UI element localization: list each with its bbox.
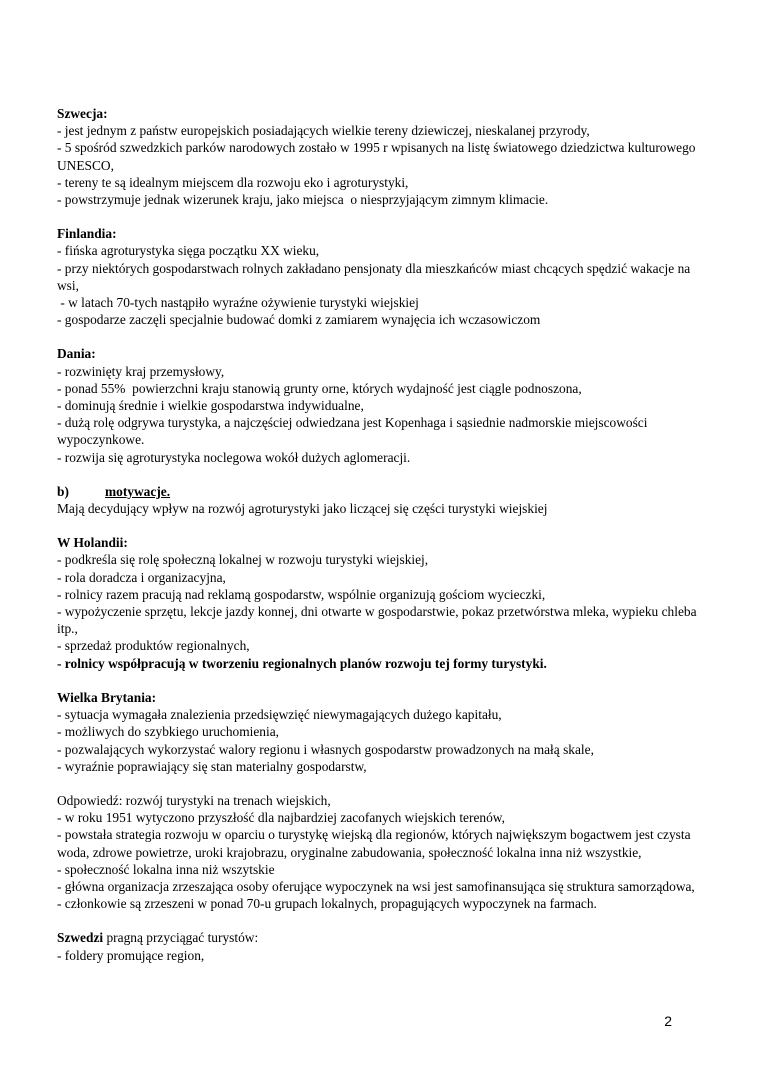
paragraph: Odpowiedź: rozwój turystyki na trenach wiejskich,	[57, 792, 331, 808]
bullet-line: - w latach 70-tych nastąpiło wyraźne ożywienie turystyki wiejskiej	[57, 295, 419, 311]
bullet-line: - wyraźnie poprawiający się stan materialny gospodarstw,	[57, 758, 367, 774]
paragraph	[57, 929, 707, 946]
bullet-line: - członkowie są zrzeszeni w ponad 70-u grupach lokalnych, propagujących wypoczynek na farmach.	[57, 896, 597, 912]
bullet-line: - pozwalających wykorzystać walory regionu i własnych gospodarstw prowadzonych na małą skale,	[57, 741, 594, 757]
subsection-title: motywacje.	[105, 483, 171, 499]
bullet-line: - powstrzymuje jednak wizerunek kraju, jako miejsca o niesprzyjającym zimnym klimacie.	[57, 192, 549, 208]
document-body	[57, 105, 707, 981]
bullet-line: - przy niektórych gospodarstwach rolnych zakładano pensjonaty dla mieszkańców miast chcących spędzić wakacje na wsi,	[57, 260, 694, 293]
section-dania	[57, 345, 707, 465]
paragraph: Mają decydujący wpływ na rozwój agroturystyki jako liczącej się części turystyki wiejskiej	[57, 501, 548, 517]
bullet-line: - gospodarze zaczęli specjalnie budować domki z zamiarem wynajęcia ich wczasowiczom	[57, 312, 541, 328]
section-szwecja	[57, 105, 707, 208]
section-heading: W Holandii:	[57, 535, 128, 551]
bullet-line: - rola doradcza i organizacyjna,	[57, 569, 226, 585]
bullet-line: - wypożyczenie sprzętu, lekcje jazdy konnej, dni otwarte w gospodarstwie, pokaz przetwórstwa mleka, wypieku chleba itp.,	[57, 604, 700, 637]
bullet-line: - możliwych do szybkiego uruchomienia,	[57, 724, 280, 740]
bullet-line: - tereny te są idealnym miejscem dla rozwoju eko i agroturystyki,	[57, 174, 409, 190]
bullet-line: - rozwinięty kraj przemysłowy,	[57, 363, 225, 379]
section-szwedzi	[57, 929, 707, 963]
section-finlandia	[57, 225, 707, 328]
paragraph-rest: pragną przyciągać turystów:	[103, 930, 259, 946]
section-motywacje	[57, 483, 707, 517]
bullet-line: - główna organizacja zrzeszająca osoby oferujące wypoczynek na wsi jest samofinansująca się struktura samorządowa,	[57, 878, 695, 894]
bullet-line: - w roku 1951 wytyczono przyszłość dla najbardziej zacofanych wiejskich terenów,	[57, 810, 505, 826]
page-number: 2	[664, 1013, 672, 1029]
bullet-line: - 5 spośród szwedzkich parków narodowych zostało w 1995 r wpisanych na listę światowego dziedzictwa kulturowego UNESCO,	[57, 140, 699, 173]
bullet-line: - dużą rolę odgrywa turystyka, a najczęściej odwiedzana jest Kopenhaga i sąsiednie nadmorskie miejscowości wypoczynkowe.	[57, 415, 651, 448]
bullet-line: - dominują średnie i wielkie gospodarstwa indywidualne,	[57, 398, 364, 414]
section-heading: Dania:	[57, 346, 96, 362]
bullet-line: - sytuacja wymagała znalezienia przedsięwzięć niewymagających dużego kapitału,	[57, 707, 502, 723]
bullet-line: - powstała strategia rozwoju w oparciu o turystykę wiejską dla regionów, których największym bogactwem jest czysta woda, zdrowe powietrze, uroki krajobrazu, oryginalne zabudowania, społeczność lokalna inna niż wszystkie,	[57, 827, 694, 860]
bullet-line: - społeczność lokalna inna niż wszytskie	[57, 861, 275, 877]
bullet-line: - foldery promujące region,	[57, 947, 205, 963]
subsection-heading	[57, 483, 707, 500]
bullet-line: - podkreśla się rolę społeczną lokalnej w rozwoju turystyki wiejskiej,	[57, 552, 429, 568]
bullet-line: - sprzedaż produktów regionalnych,	[57, 638, 250, 654]
list-letter: b)	[57, 483, 69, 499]
bullet-line: - jest jednym z państw europejskich posiadających wielkie tereny dziewiczej, nieskalanej przyrody,	[57, 123, 590, 139]
bullet-line: - fińska agroturystyka sięga początku XX wieku,	[57, 243, 320, 259]
section-heading: Wielka Brytania:	[57, 689, 157, 705]
bold-word: Szwedzi	[57, 930, 104, 946]
section-wielka-brytania	[57, 689, 707, 775]
bullet-line: - ponad 55% powierzchni kraju stanowią grunty orne, których wydajność jest ciągle podnoszona,	[57, 380, 582, 396]
bullet-line: - rozwija się agroturystyka noclegowa wokół dużych aglomeracji.	[57, 449, 411, 465]
bullet-line: - rolnicy razem pracują nad reklamą gospodarstw, wspólnie organizują gościom wycieczki,	[57, 586, 546, 602]
section-heading: Finlandia:	[57, 226, 117, 242]
section-heading: Szwecja:	[57, 106, 108, 121]
section-odpowiedz	[57, 792, 707, 912]
section-holandia	[57, 534, 707, 672]
bullet-line-bold: - rolnicy współpracują w tworzeniu regionalnych planów rozwoju tej formy turystyki.	[57, 655, 547, 671]
